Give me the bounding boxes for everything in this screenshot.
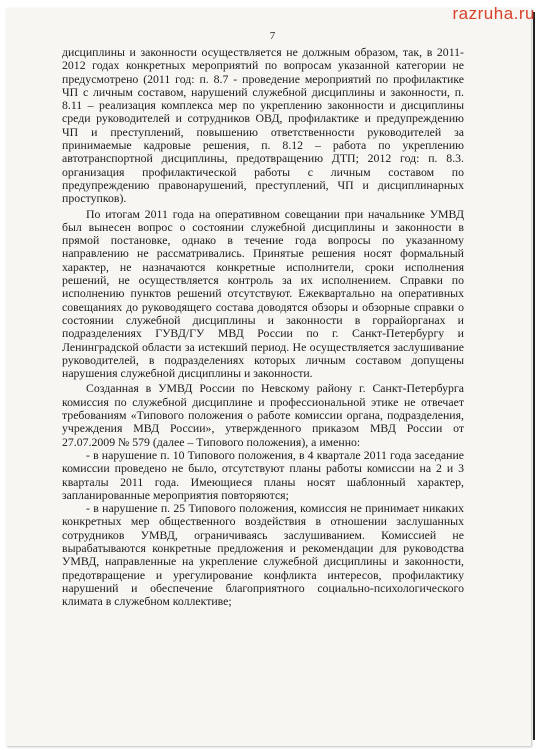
paragraph-commission: Созданная в УМВД России по Невскому району г. Санкт-Петербурга комиссия по служебной дисциплине и профессиональной этике не отвечает требованиям «Типового положения о работе комиссии органа, подразделения, учреждения МВД России», утвержденного приказом МВД России от 27.07.2009 № 579 (далее – Типового положения), а именно: bbox=[62, 381, 464, 449]
paragraph-meeting-results: По итогам 2011 года на оперативном совещании при начальнике УМВД был вынесен вопрос о состоянии служебной дисциплины и законности в прямой постановке, однако в течение года вопросы по указанному направлению не рассматривались. Принятые решения носят формальный характер, не назначаются конкретные исполнители, сроки исполнения решений, не осуществляется контроль за их исполнением. Справки по исполнению пунктов решений отсутствуют. Ежеквартально на оперативных совещаниях до руководящего состава доводятся обзоры и обзорные справки о состоянии служебной дисциплины и законности в горрайорганах и подразделениях ГУВД/ГУ МВД России по г. Санкт-Петербургу и Ленинградской области за истекший период. Не осуществляется заслушивание руководителей, в подразделениях которых личным составом допущены нарушения служебной дисциплины и законности. bbox=[62, 206, 464, 381]
document-body bbox=[62, 46, 464, 608]
site-watermark: razruha.ru bbox=[452, 4, 535, 23]
page-number: 7 bbox=[269, 30, 276, 42]
scan-edge-shadow bbox=[533, 12, 535, 740]
paragraph-violation-p25: - в нарушение п. 25 Типового положения, комиссия не принимает никаких конкретных мер общественного воздействия в отношении заслушанных сотрудников УМВД, ограничиваясь заслушиванием. Комиссией не вырабатываются конкретные предложения и рекомендации для руководства УМВД, направленные на укрепление служебной дисциплины и законности, предотвращение и урегулирование конфликта интересов, профилактику нарушений и обеспечение благоприятного социально-психологического климата в служебном коллективе; bbox=[62, 501, 464, 609]
paragraph-continuation: дисциплины и законности осуществляется не должным образом, так, в 2011-2012 годах конкретных мероприятий по вопросам указанной категории не предусмотрено (2011 год: п. 8.7 - проведение мероприятий по профилактике ЧП с личным составом, нарушений служебной дисциплины и законности, п. 8.11 – реализация комплекса мер по укреплению законности и дисциплины среди руководителей и сотрудников ОВД, профилактике и предупреждению ЧП и преступлений, повышению ответственности руководителей за принимаемые кадровые решения, п. 8.12 – работа по укреплению автотранспортной дисциплины, предотвращению ДТП; 2012 год: п. 8.3. организация профилактической работы с личным составом по предупреждению правонарушений, преступлений, ЧП и дисциплинарных проступков). bbox=[62, 45, 464, 206]
paragraph-violation-p10: - в нарушение п. 10 Типового положения, в 4 квартале 2011 года заседание комиссии проведено не было, отсутствуют планы работы комиссии на 2 и 3 кварталы 2011 года. Имеющиеся планы носят шаблонный характер, запланированные мероприятия повторяются; bbox=[62, 447, 464, 502]
